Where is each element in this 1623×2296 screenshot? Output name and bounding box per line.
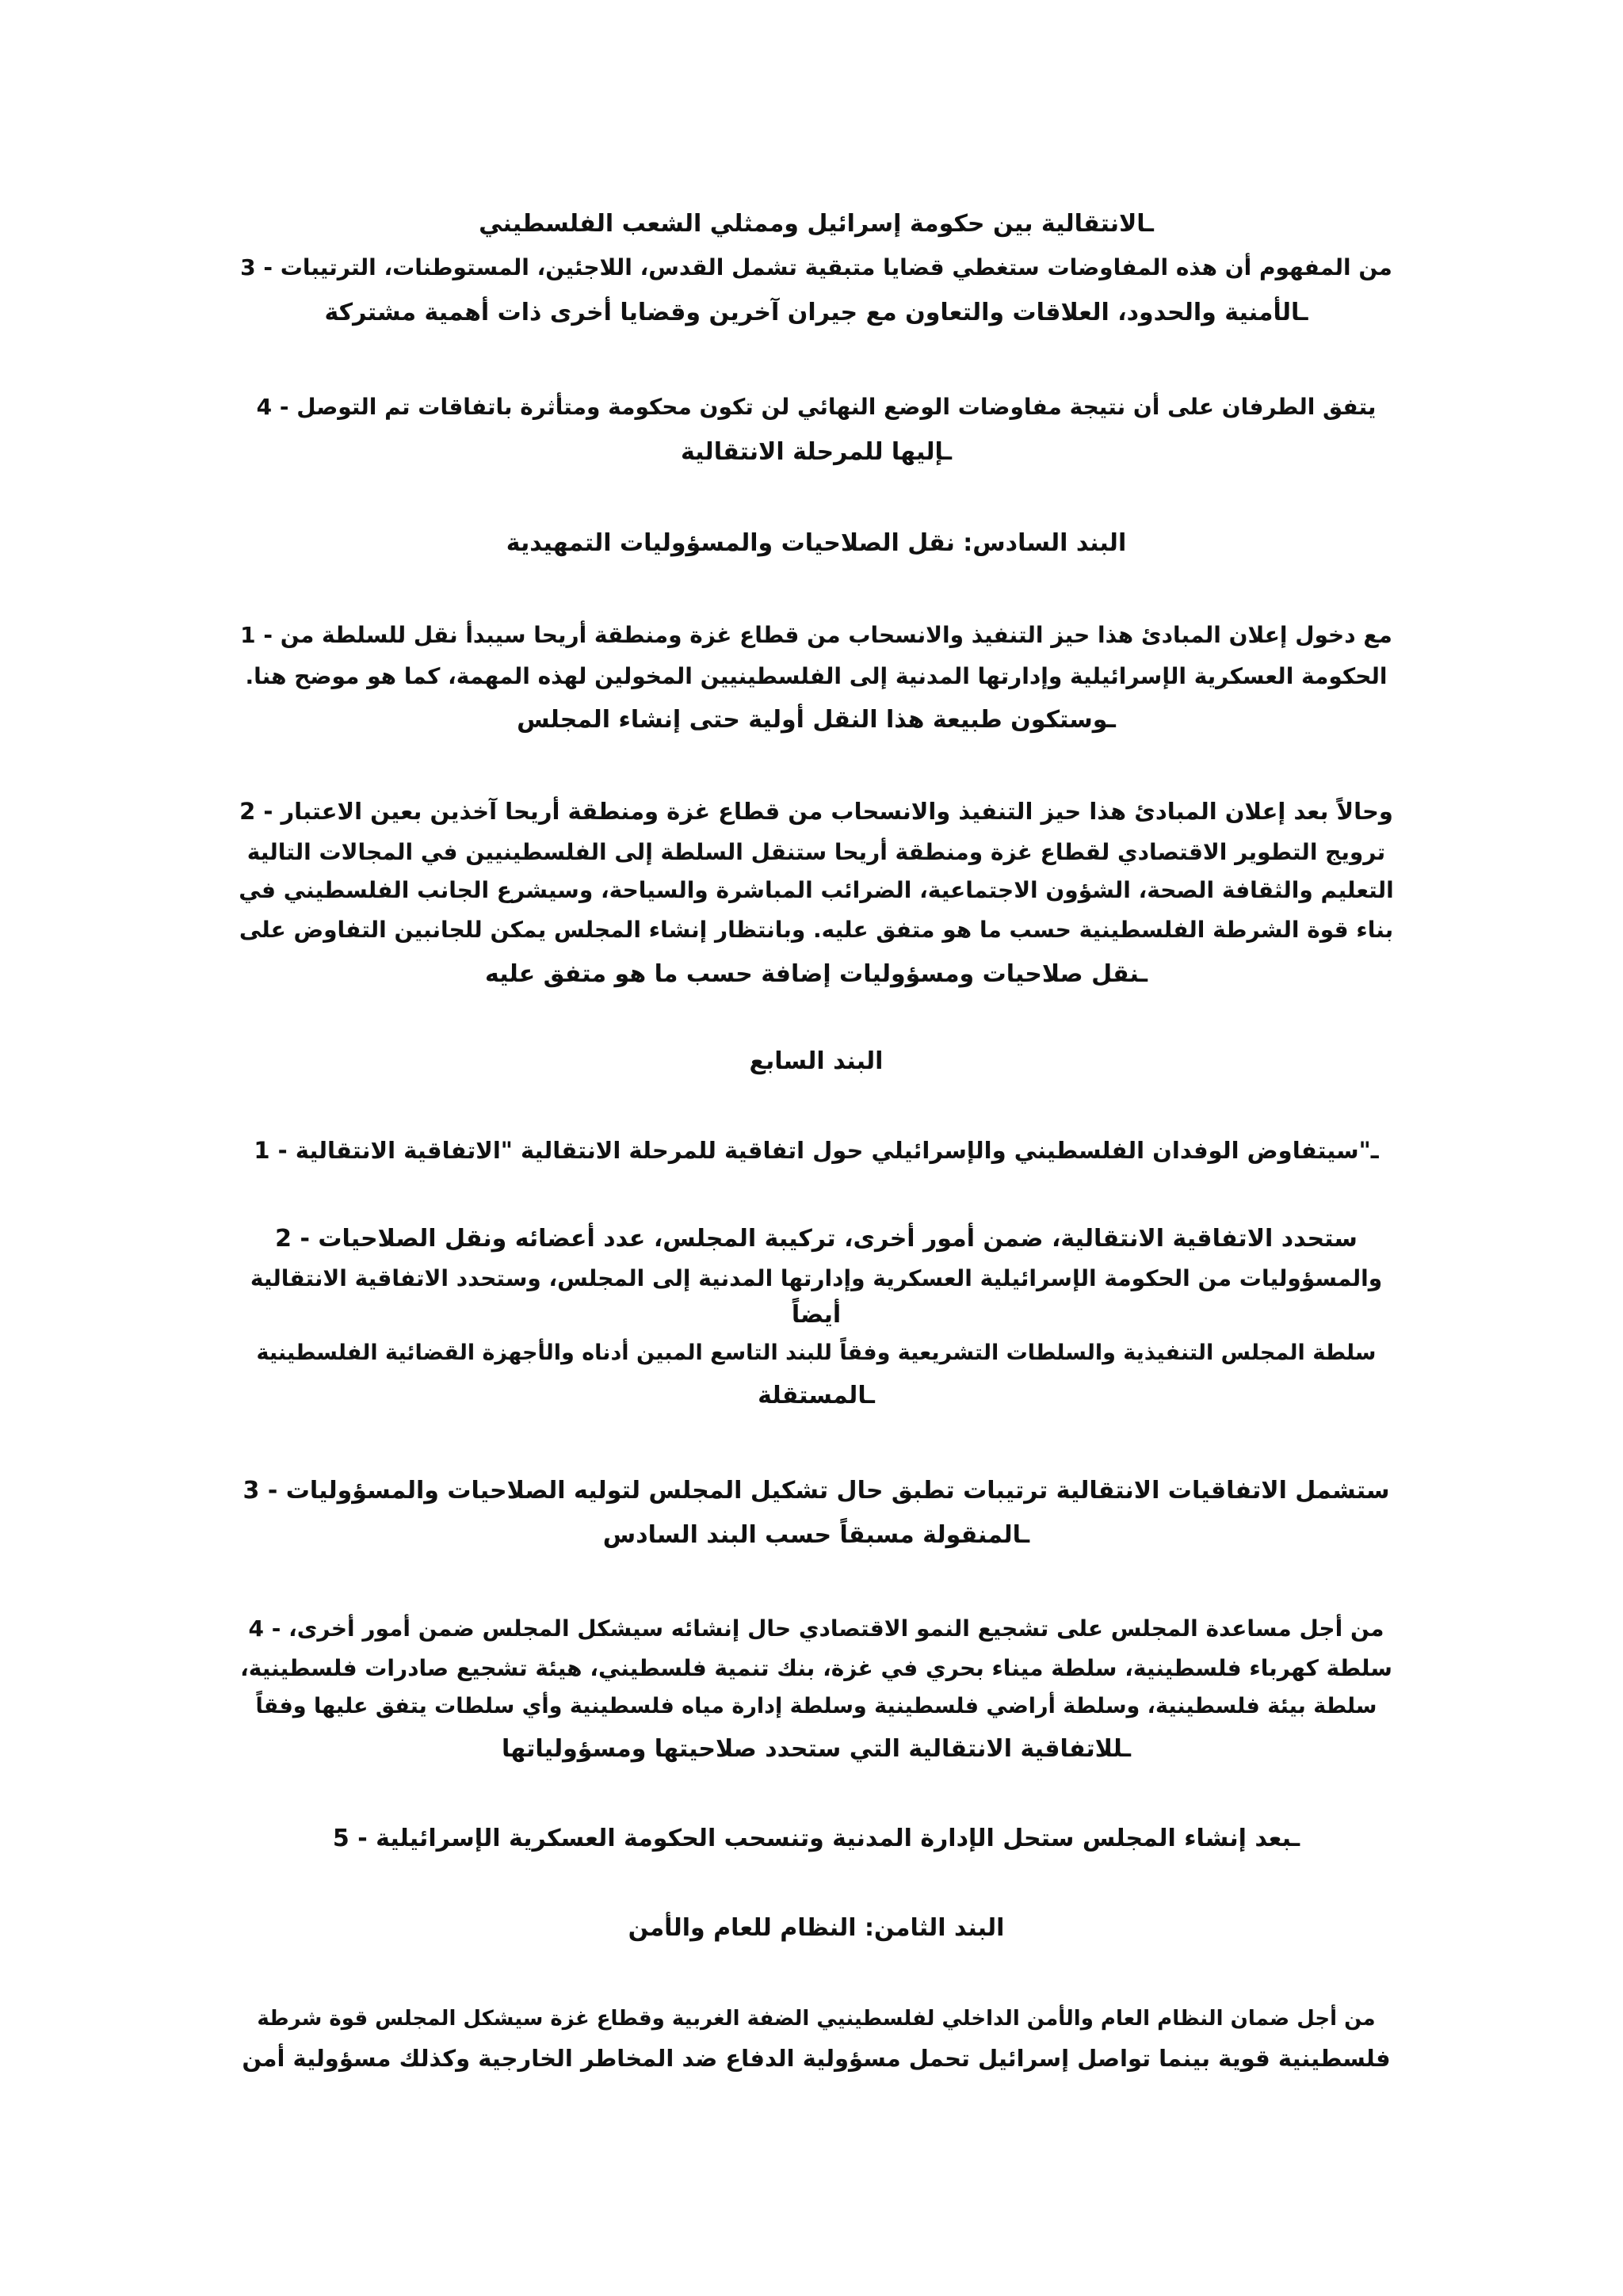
text-line: ـ‬المستقلة — [758, 1382, 875, 1409]
text-line: مع دخول إعلان المبادئ هذا حيز التنفيذ والانسحاب من قطاع غزة ومنطقة أريحا سيبدأ نقل للسلطة من - 1 — [240, 622, 1392, 648]
text-line: الحكومة العسكرية الإسرائيلية وإدارتها المدنية إلى الفلسطينيين المخولين لهذه المهمة، كما هو موضح هنا. — [245, 663, 1388, 689]
text-line: ـ‬نقل صلاحيات ومسؤوليات إضافة حسب ما هو متفق عليه — [485, 960, 1148, 988]
text-line: فلسطينية قوية بينما تواصل إسرائيل تحمل مسؤولية الدفاع ضد المخاطر الخارجية وكذلك مسؤولية أمن — [242, 2045, 1391, 2072]
text-line: من أجل مساعدة المجلس على تشجيع النمو الاقتصادي حال إنشائه سيشكل المجلس ضمن أمور أخرى، - 4 — [248, 1615, 1384, 1642]
text-line: ـ‬الانتقالية بين حكومة إسرائيل وممثلي الشعب الفلسطيني — [479, 210, 1154, 238]
text-line: سلطة بيئة فلسطينية، وسلطة أراضي فلسطينية وسلطة إدارة مياه فلسطينية وأي سلطات يتفق عليها وفقاً — [255, 1694, 1377, 1718]
text-line: ـ‬بعد إنشاء المجلس ستحل الإدارة المدنية وتنسحب الحكومة العسكرية الإسرائيلية - 5 — [332, 1825, 1300, 1852]
text-line: ستشمل الاتفاقيات الانتقالية ترتيبات تطبق حال تشكيل المجلس لتوليه الصلاحيات والمسؤوليات - 3 — [242, 1477, 1390, 1505]
text-line: من المفهوم أن هذه المفاوضات ستغطي قضايا متبقية تشمل القدس، اللاجئين، المستوطنات، الترتيبات - 3 — [240, 254, 1392, 280]
text-line: سلطة كهرباء فلسطينية، سلطة ميناء بحري في غزة، بنك تنمية فلسطيني، هيئة تشجيع صادرات فلسطينية، — [240, 1655, 1392, 1681]
text-line: سلطة المجلس التنفيذية والسلطات التشريعية وفقاً للبند التاسع المبين أدناه والأجهزة القضائية الفلسطينية — [256, 1341, 1377, 1365]
text-line: أيضاً — [791, 1301, 842, 1329]
text-line: ـ‬وستكون طبيعة هذا النقل أولية حتى إنشاء المجلس — [517, 706, 1116, 734]
section-heading: البند الثامن: النظام للعام والأمن — [628, 1914, 1005, 1942]
text-line: يتفق الطرفان على أن نتيجة مفاوضات الوضع النهائي لن تكون محكومة ومتأثرة باتفاقات تم التوصل - 4 — [256, 394, 1377, 420]
text-line: ستحدد الاتفاقية الانتقالية، ضمن أمور أخرى، تركيبة المجلس، عدد أعضائه ونقل الصلاحيات - 2 — [275, 1225, 1358, 1253]
section-heading: البند السادس: نقل الصلاحيات والمسؤوليات التمهيدية — [506, 529, 1127, 557]
text-line: ترويج التطوير الاقتصادي لقطاع غزة ومنطقة أريحا ستنقل السلطة إلى الفلسطينيين في المجالات التالية — [246, 839, 1386, 865]
text-line: ـ‬الأمنية والحدود، العلاقات والتعاون مع جيران آخرين وقضايا أخرى ذات أهمية مشتركة — [324, 299, 1308, 326]
text-line: ـ‬"سيتفاوض الوفدان الفلسطيني والإسرائيلي حول اتفاقية للمرحلة الانتقالية "الاتفاقية الانتقالية - 1 — [254, 1137, 1379, 1164]
text-line: من أجل ضمان النظام العام والأمن الداخلي لفلسطينيي الضفة الغربية وقطاع غزة سيشكل المجلس قوة شرطة — [257, 2007, 1376, 2031]
text-line: ـ‬إليها للمرحلة الانتقالية — [680, 438, 953, 466]
text-line: وحالاً بعد إعلان المبادئ هذا حيز التنفيذ والانسحاب من قطاع غزة ومنطقة أريحا آخذين بعين الاعتبار - 2 — [239, 798, 1393, 825]
text-line: والمسؤوليات من الحكومة الإسرائيلية العسكرية وإدارتها المدنية إلى المجلس، وستحدد الاتفاقية الانتقالية — [250, 1265, 1383, 1291]
section-heading: البند السابع — [749, 1047, 884, 1075]
text-line: ـ‬للاتفاقية الانتقالية التي ستحدد صلاحيتها ومسؤولياتها — [502, 1735, 1131, 1763]
text-line: ـ‬المنقولة مسبقاً حسب البند السادس — [602, 1521, 1030, 1549]
text-line: بناء قوة الشرطة الفلسطينية حسب ما هو متفق عليه. وبانتظار إنشاء المجلس يمكن للجانبين التفاوض على — [239, 917, 1394, 943]
text-line: التعليم والثقافة الصحة، الشؤون الاجتماعية، الضرائب المباشرة والسياحة، وسيشرع الجانب الفلسطيني في — [239, 877, 1394, 903]
